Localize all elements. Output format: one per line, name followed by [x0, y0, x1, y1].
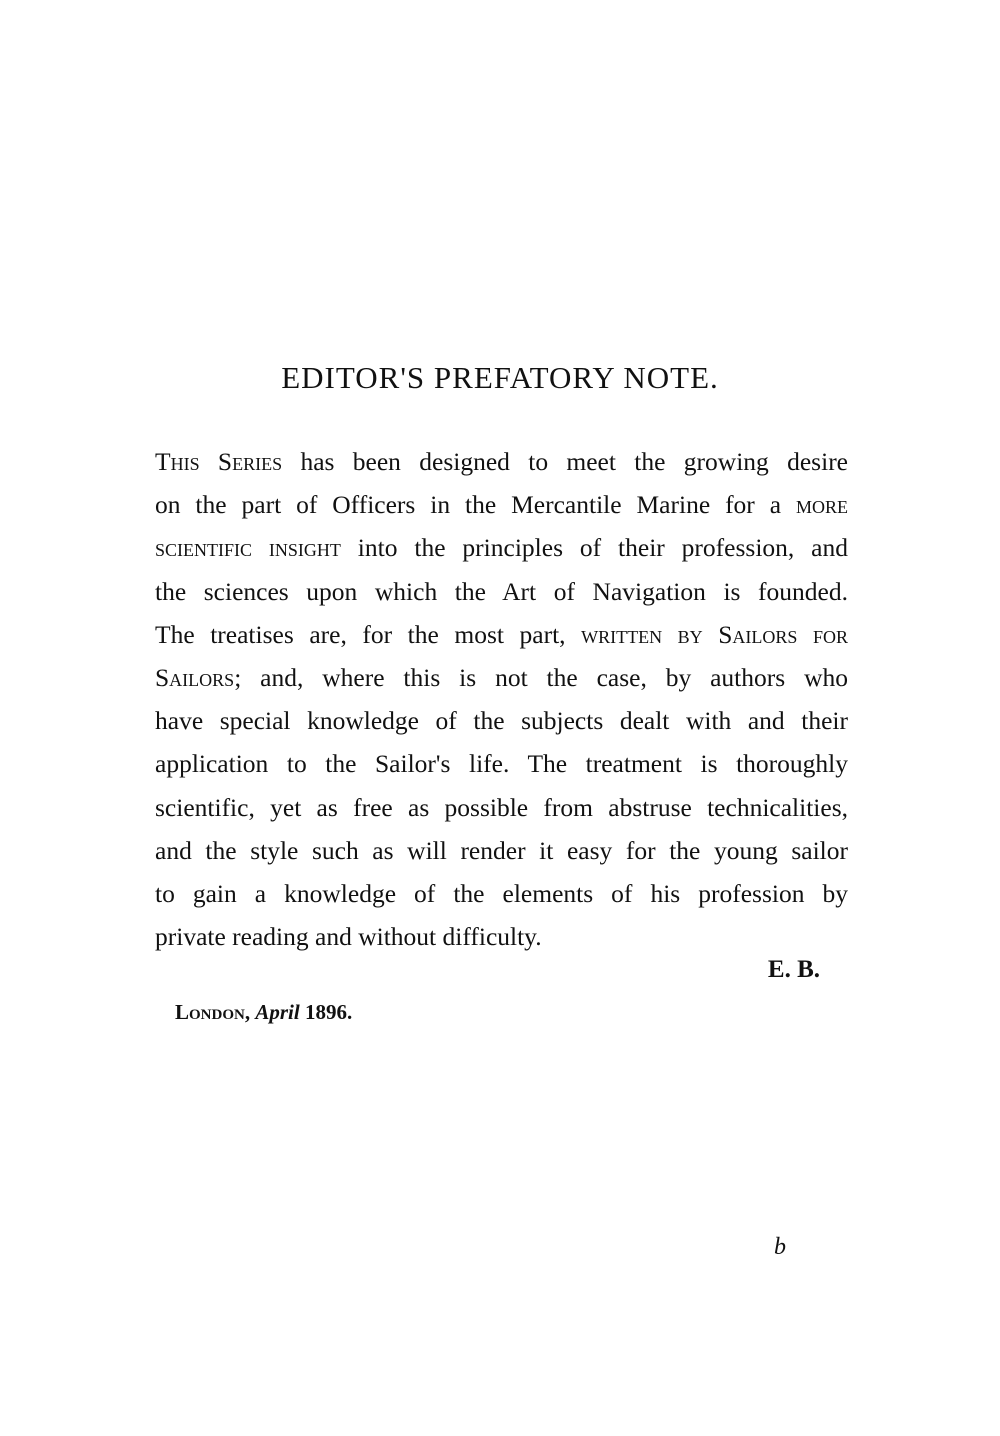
- text-line: [155, 526, 848, 569]
- place-date: [175, 1000, 352, 1025]
- text-segment: the sciences upon which the Art of Navigation is founded.: [155, 576, 848, 606]
- text-segment: has been designed to meet the growing desire: [282, 447, 848, 476]
- text-segment: into the principles of their profession, and: [340, 533, 848, 563]
- text-line: [155, 570, 848, 613]
- text-segment: have special knowledge of the subjects dealt with and their: [155, 706, 848, 736]
- date-year: 1896.: [304, 1000, 353, 1024]
- small-caps-text: written by Sailors for: [581, 619, 848, 649]
- text-line: [155, 786, 848, 829]
- text-segment: ; and, where this is not the case, by authors who: [234, 662, 848, 692]
- text-line: [155, 829, 848, 872]
- text-segment: to gain a knowledge of the elements of his profession by: [155, 878, 848, 908]
- text-segment: application to the Sailor's life. The treatment is thoroughly: [155, 749, 848, 779]
- editor-signature: E. B.: [767, 956, 820, 983]
- text-segment: scientific, yet as free as possible from abstruse technicalities,: [155, 792, 848, 822]
- text-line: [155, 915, 848, 958]
- text-line: [155, 483, 848, 526]
- place: London,: [175, 1000, 251, 1024]
- text-segment: and the style such as will render it easy for the young sailor: [155, 835, 848, 865]
- text-line: [155, 613, 848, 656]
- page-title: EDITOR'S PREFATORY NOTE.: [281, 360, 719, 395]
- text-line: [155, 440, 848, 483]
- signature-mark: b: [774, 1234, 786, 1260]
- small-caps-text: Sailors: [155, 662, 235, 692]
- date-month: April: [255, 1000, 300, 1024]
- text-segment: The treatises are, for the most part,: [155, 619, 582, 649]
- text-segment: private reading and without difficulty.: [155, 922, 542, 952]
- text-line: [155, 699, 848, 742]
- small-caps-text: more: [795, 490, 848, 520]
- text-line: [155, 742, 848, 785]
- text-line: [155, 656, 848, 699]
- text-segment: on the part of Officers in the Mercantile Marine for a: [155, 490, 796, 520]
- text-line: [155, 872, 848, 915]
- small-caps-text: scientific insight: [155, 533, 341, 563]
- note-body: [155, 440, 848, 958]
- small-caps-text: This Series: [155, 447, 283, 476]
